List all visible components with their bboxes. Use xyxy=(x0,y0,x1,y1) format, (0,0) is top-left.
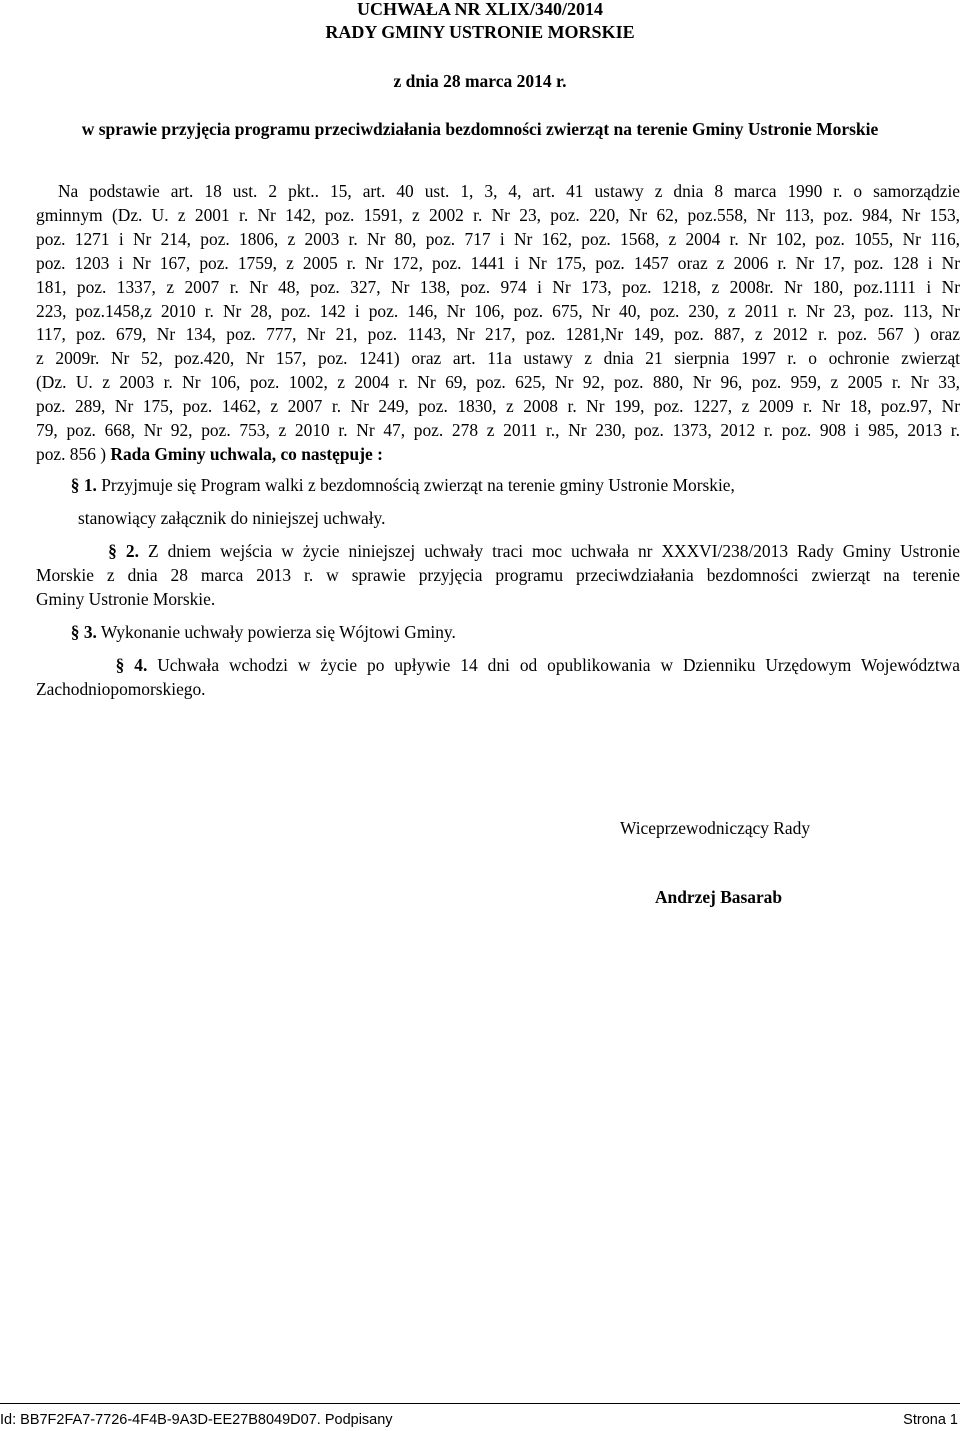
section-symbol: § xyxy=(70,622,80,642)
paragraph-3-text: Wykonanie uchwały powierza się Wójtowi Gminy. xyxy=(96,622,456,642)
preamble-last-line xyxy=(36,443,960,467)
legal-basis-preamble xyxy=(36,180,960,467)
paragraph-1-continuation xyxy=(78,506,960,530)
paragraph-3 xyxy=(36,620,960,644)
resolution-date: z dnia 28 marca 2014 r. xyxy=(393,71,567,91)
document-id: Id: BB7F2FA7-7726-4F4B-9A3D-EE27B8049D07. Podpisany xyxy=(0,1412,393,1428)
preamble-line: poz. 289, Nr 175, poz. 1462, z 2007 r. Nr 249, poz. 1830, z 2008 r. Nr 199, poz. 1227, z 2009 r. Nr 18, poz.97, Nr xyxy=(36,396,960,417)
paragraph-4-text: Uchwała wchodzi w życie po upływie 14 dni od opublikowania w Dzienniku Urzędowym Województwa xyxy=(147,655,960,675)
preamble-line: gminnym (Dz. U. z 2001 r. Nr 142, poz. 1591, z 2002 r. Nr 23, poz. 220, Nr 62, poz.558, Nr 113, poz. 984, Nr 153, xyxy=(36,204,960,225)
preamble-line: (Dz. U. z 2003 r. Nr 106, poz. 1002, z 2004 r. Nr 69, poz. 625, Nr 92, poz. 880, Nr 96, poz. 959, z 2005 r. Nr 33, xyxy=(36,372,960,393)
section-symbol: § xyxy=(108,541,117,561)
section-symbol: § xyxy=(70,475,80,495)
paragraph-4 xyxy=(36,653,960,701)
paragraph-4-line-2: Zachodniopomorskiego. xyxy=(36,679,206,699)
enacting-clause: Rada Gminy uchwala, co następuje : xyxy=(110,443,383,464)
paragraph-1-line xyxy=(36,473,960,497)
paragraph-3-number: 3. xyxy=(83,622,97,642)
paragraph-1-line-2: stanowiący załącznik do niniejszej uchwały. xyxy=(78,508,386,528)
preamble-line: 79, poz. 668, Nr 92, poz. 753, z 2010 r. Nr 47, poz. 278 z 2011 r., Nr 230, poz. 1373, 2012 r. poz. 908 i 985, 2013 r. xyxy=(36,420,960,441)
paragraph-2-line-2: Morskie z dnia 28 marca 2013 r. w sprawie przyjęcia programu przeciwdziałania bezdomności zwierząt na terenie xyxy=(36,565,960,585)
preamble-line: Na podstawie art. 18 ust. 2 pkt.. 15, art. 40 ust. 1, 3, 4, art. 41 ustawy z dnia 8 marca 1990 r. o samorządzie xyxy=(36,181,960,201)
paragraph-2-text: Z dniem wejścia w życie niniejszej uchwały traci moc uchwała nr XXXVI/238/2013 Rady Gminy Ustronie xyxy=(138,541,960,561)
paragraph-2-number: 2. xyxy=(125,541,139,561)
paragraph-4-line-1 xyxy=(36,653,960,677)
page-number: Strona 1 xyxy=(903,1412,958,1428)
council-name: RADY GMINY USTRONIE MORSKIE xyxy=(325,22,635,42)
paragraph-1 xyxy=(36,473,960,497)
resolution-subject: w sprawie przyjęcia programu przeciwdziałania bezdomności zwierząt na terenie Gminy Ustronie Morskie xyxy=(81,119,879,139)
signatory-role: Wiceprzewodniczący Rady xyxy=(620,818,811,838)
page-footer xyxy=(0,1403,960,1428)
preamble-line: poz. 1271 i Nr 214, poz. 1806, z 2003 r. Nr 80, poz. 717 i Nr 162, poz. 1568, z 2004 r. Nr 102, poz. 1055, Nr 116, xyxy=(36,228,960,249)
section-symbol: § xyxy=(115,655,125,675)
preamble-line: 223, poz.1458,z 2010 r. Nr 28, poz. 142 i poz. 146, Nr 106, poz. 675, Nr 40, poz. 230, z 2011 r. Nr 23, poz. 113, Nr xyxy=(36,300,960,321)
paragraph-2-line-1 xyxy=(36,539,960,563)
resolution-number: UCHWAŁA NR XLIX/340/2014 xyxy=(356,0,604,19)
signatory-name: Andrzej Basarab xyxy=(655,887,783,907)
paragraph-1-text: Przyjmuje się Program walki z bezdomnością zwierząt na terenie gminy Ustronie Morskie, xyxy=(96,475,735,495)
preamble-line: 117, poz. 679, Nr 134, poz. 777, Nr 21, poz. 1143, Nr 217, poz. 1281,Nr 149, poz. 887, z 2012 r. poz. 567 ) oraz xyxy=(36,324,960,345)
preamble-line: poz. 1203 i Nr 167, poz. 1759, z 2005 r. Nr 172, poz. 1441 i Nr 175, poz. 1457 oraz z 2006 r. Nr 17, poz. 128 i Nr xyxy=(36,252,960,273)
paragraph-1-number: 1. xyxy=(83,475,97,495)
paragraph-4-number: 4. xyxy=(134,655,148,675)
paragraph-3-line xyxy=(36,620,960,644)
paragraph-2-line-3: Gminy Ustronie Morskie. xyxy=(36,589,216,609)
preamble-citation-end: poz. 856 ) xyxy=(36,443,111,464)
preamble-line: 181, poz. 1337, z 2007 r. Nr 48, poz. 327, Nr 138, poz. 974 i Nr 173, poz. 1218, z 2008r. Nr 180, poz.1111 i Nr xyxy=(36,276,960,297)
preamble-line: z 2009r. Nr 52, poz.420, Nr 157, poz. 1241) oraz art. 11a ustawy z dnia 21 sierpnia 1997 r. o ochronie zwierząt xyxy=(36,348,960,369)
paragraph-2 xyxy=(36,539,960,611)
